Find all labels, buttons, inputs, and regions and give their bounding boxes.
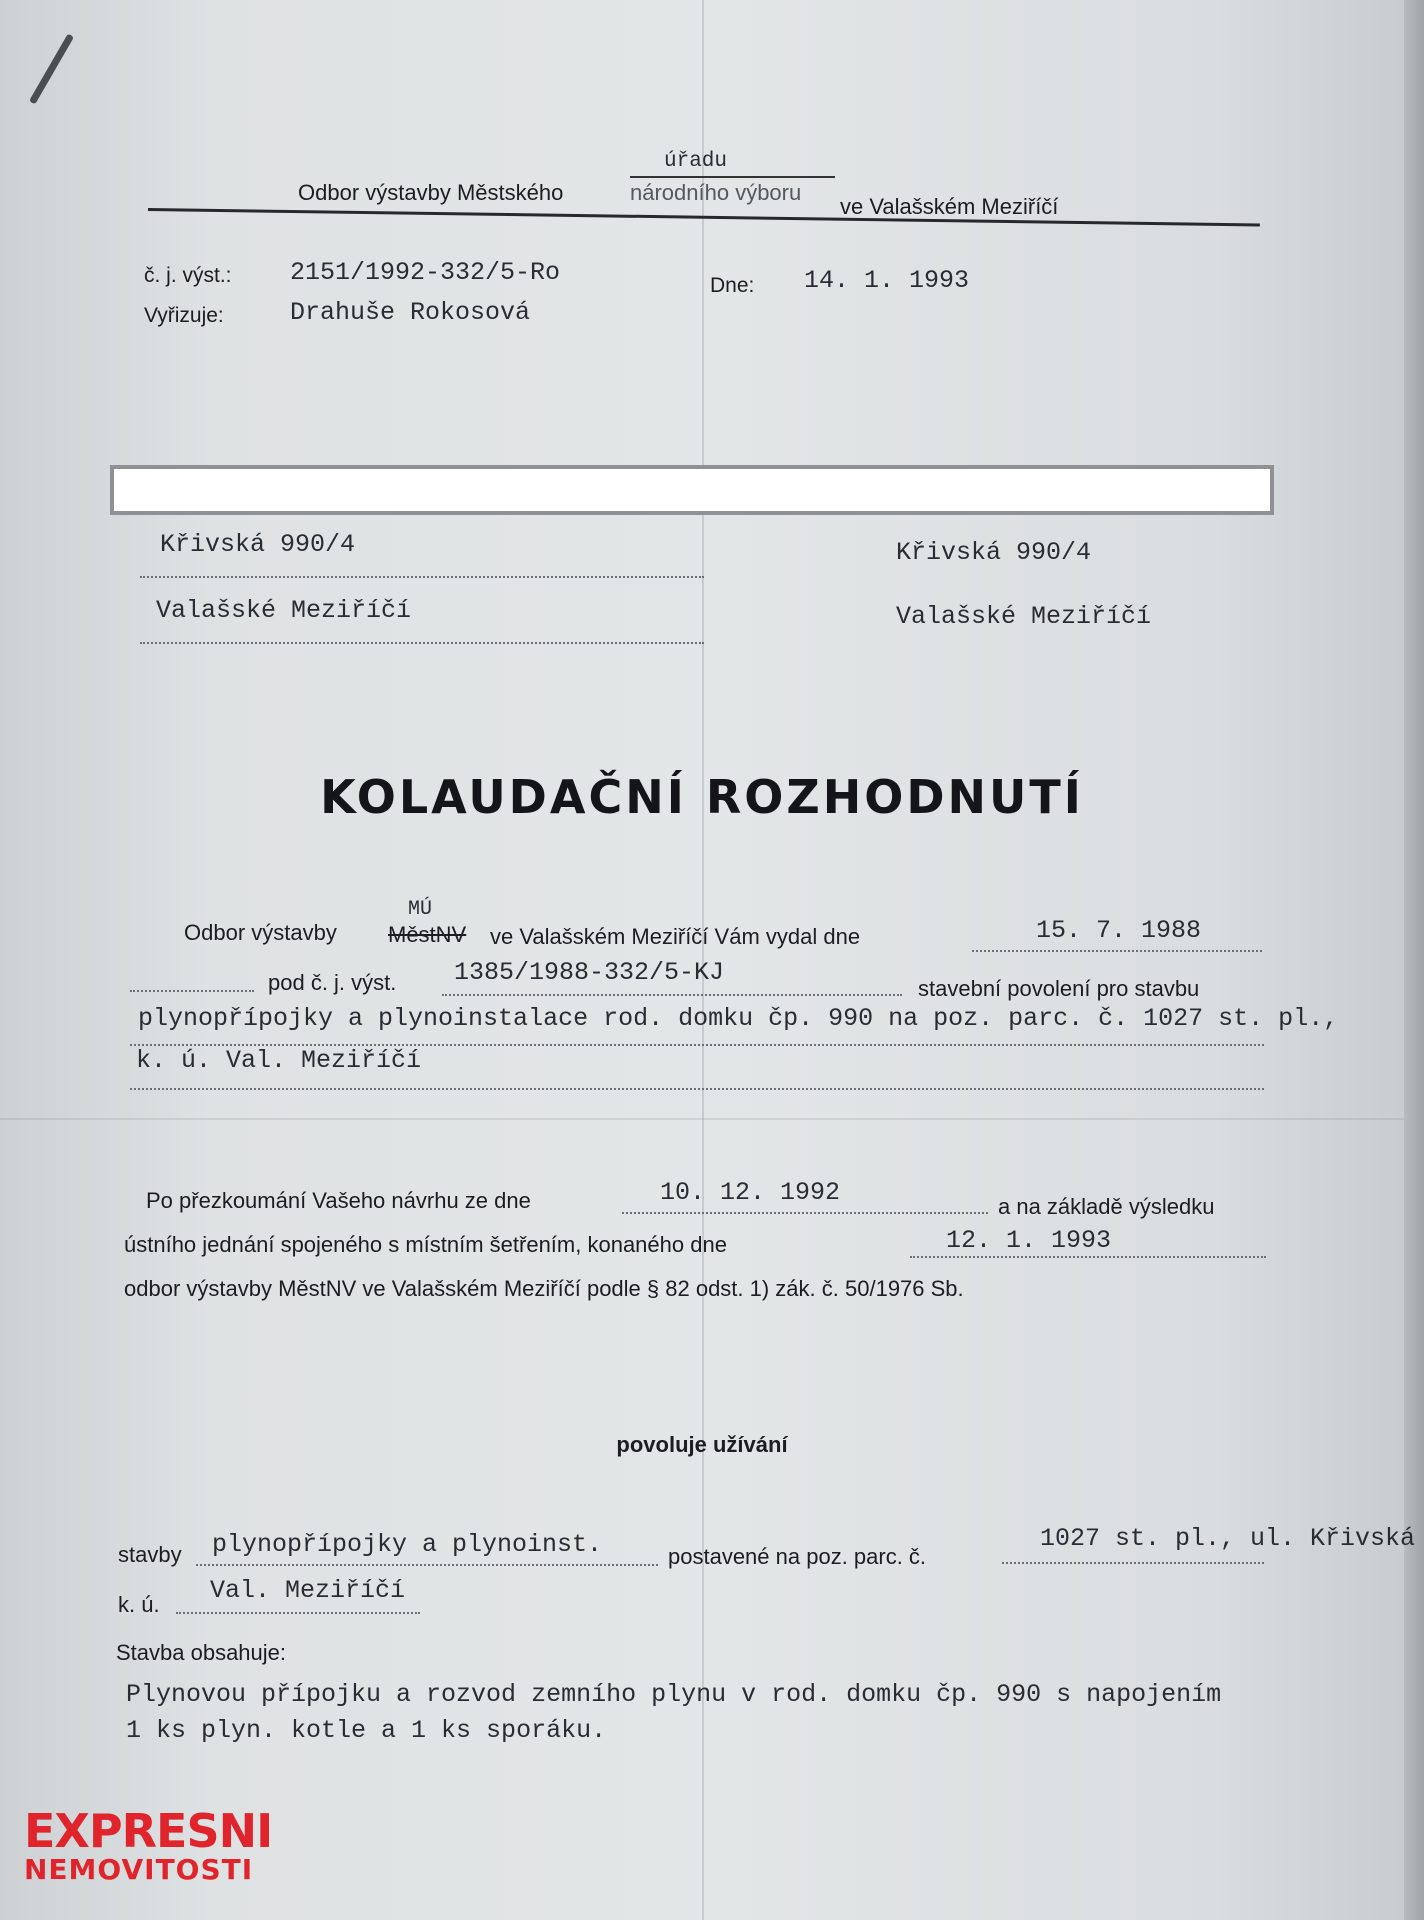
dotted-line (910, 1256, 1266, 1258)
decision-heading: povoluje užívání (616, 1432, 788, 1457)
dotted-line (196, 1564, 658, 1566)
cj-value: 2151/1992-332/5-Ro (290, 258, 561, 287)
handler-value: Drahuše Rokosová (290, 298, 531, 327)
logo-line2: NEMOVITOSTI (24, 1853, 254, 1886)
permit-inserted-abbrev: MÚ (408, 898, 433, 921)
permit-line1-suffix: ve Valašském Meziříčí Vám vydal dne (490, 924, 861, 949)
permit-issue-date: 15. 7. 1988 (1036, 916, 1202, 945)
header-strikethrough (630, 176, 835, 178)
usage-stavby-label: stavby (118, 1542, 182, 1567)
addressee-left-street: Křivská 990/4 (160, 530, 356, 559)
review-text2: a na základě výsledku (998, 1194, 1215, 1219)
header-struck-text: národního výboru (630, 180, 802, 205)
review-text3: ústního jednání spojeného s místním šetřením, konaného dne (124, 1232, 727, 1257)
dotted-line (140, 642, 704, 644)
usage-parcel-label: postavené na poz. parc. č. (668, 1544, 927, 1569)
addressee-right-city: Valašské Meziříčí (896, 602, 1152, 631)
expresni-nemovitosti-logo (24, 1804, 273, 1886)
dotted-line (442, 994, 902, 996)
handler-label: Vyřizuje: (144, 304, 224, 327)
review-hearing-date: 12. 1. 1993 (946, 1226, 1112, 1255)
staple-icon (29, 33, 74, 104)
permit-text: stavební povolení pro stavbu (918, 976, 1200, 1001)
logo-line1: EXPRESNI (24, 1804, 273, 1858)
review-proposal-date: 10. 12. 1992 (660, 1178, 841, 1207)
permit-ref-label: pod č. j. výst. (268, 970, 397, 995)
permit-ref-value: 1385/1988-332/5-KJ (454, 958, 725, 987)
addressee-right-street: Křivská 990/4 (896, 538, 1092, 567)
paper-fold-horizontal (0, 1118, 1424, 1120)
header-office-prefix: Odbor výstavby Městského (298, 180, 564, 205)
dotted-line (1002, 1562, 1264, 1564)
dotted-line (140, 576, 704, 578)
redacted-name-box (110, 465, 1274, 515)
date-value: 14. 1. 1993 (804, 266, 970, 295)
usage-ku-label: k. ú. (118, 1592, 160, 1617)
dotted-line (972, 950, 1262, 952)
paper-edge-shadow (1404, 0, 1424, 1920)
dotted-line (130, 990, 254, 992)
review-text1: Po přezkoumání Vašeho návrhu ze dne (146, 1188, 531, 1213)
usage-contents-line2: 1 ks plyn. kotle a 1 ks sporáku. (126, 1716, 607, 1745)
permit-line1-prefix: Odbor výstavby (184, 920, 337, 945)
dotted-line (130, 1088, 1264, 1090)
header-inserted-word: úřadu (664, 150, 728, 173)
document-title: KOLAUDAČNÍ ROZHODNUTÍ (320, 770, 1084, 824)
addressee-left-city: Valašské Meziříčí (156, 596, 412, 625)
building-line1: plynopřípojky a plynoinstalace rod. domku čp. 990 na poz. parc. č. 1027 st. pl., (138, 1004, 1339, 1033)
dotted-line (176, 1612, 420, 1614)
review-text4: odbor výstavby MěstNV ve Valašském Meziříčí podle § 82 odst. 1) zák. č. 50/1976 Sb. (124, 1276, 964, 1301)
permit-struck-abbrev: MěstNV (388, 922, 467, 947)
usage-stavby-value: plynopřípojky a plynoinst. (212, 1530, 603, 1559)
usage-ku-value: Val. Meziříčí (210, 1576, 406, 1605)
dotted-line (622, 1212, 988, 1214)
usage-contents-label: Stavba obsahuje: (116, 1640, 287, 1665)
date-label: Dne: (710, 274, 755, 297)
building-line2: k. ú. Val. Meziříčí (136, 1046, 422, 1075)
usage-contents-line1: Plynovou přípojku a rozvod zemního plynu v rod. domku čp. 990 s napojením (126, 1680, 1222, 1709)
usage-parcel-value: 1027 st. pl., ul. Křivská (1040, 1524, 1416, 1553)
cj-label: č. j. výst.: (144, 264, 232, 287)
header-office-suffix: ve Valašském Meziříčí (840, 194, 1059, 219)
